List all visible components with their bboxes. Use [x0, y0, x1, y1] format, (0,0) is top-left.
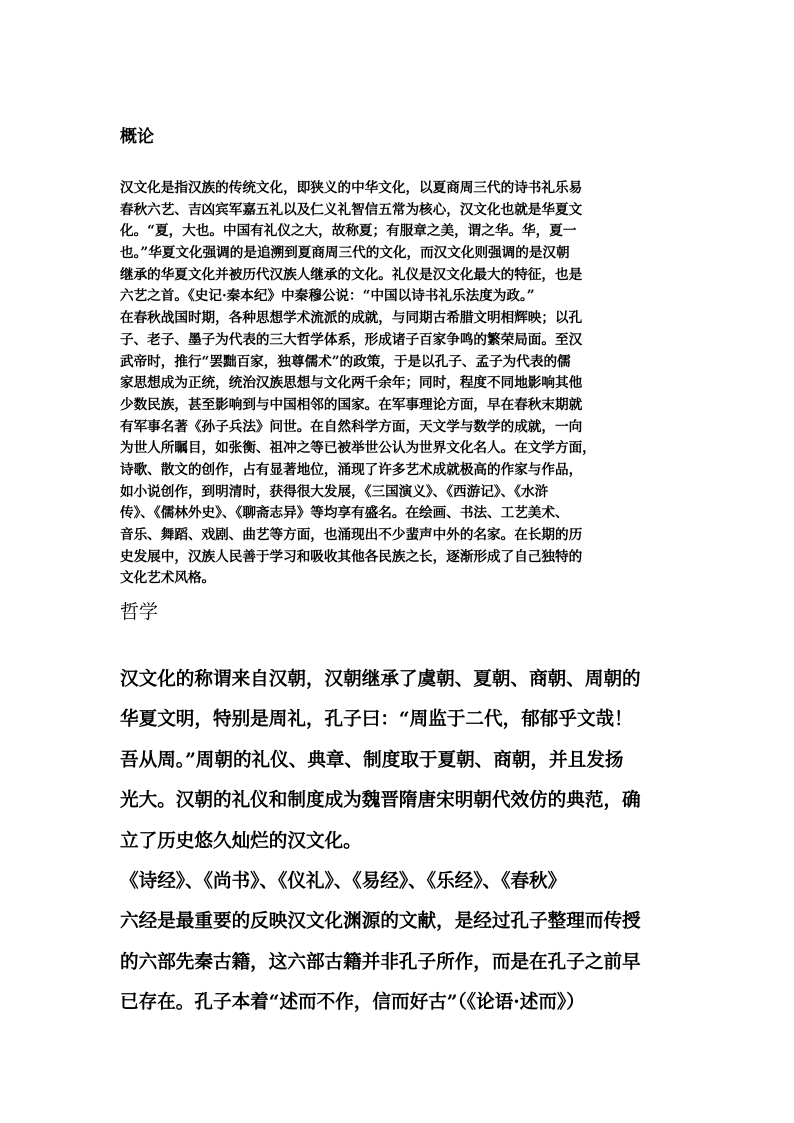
- paragraph-line: 在春秋战国时期，各种思想学术流派的成就，与同期古希腊文明相辉映；以孔: [120, 310, 583, 327]
- paragraph-line: 如小说创作，到明清时，获得很大发展，《三国演义》、《西游记》、《水浒: [120, 483, 549, 500]
- paragraph-line: 吾从周。”周朝的礼仪、典章、制度取于夏朝、商朝，并且发扬: [120, 749, 624, 771]
- paragraph-line: 家思想成为正统，统治汉族思想与文化两千余年；同时，程度不同地影响其他: [120, 375, 583, 392]
- paragraph-line: 武帝时，推行“罢黜百家，独尊儒术”的政策，于是以孔子、孟子为代表的儒: [120, 353, 571, 370]
- paragraph-line: 光大。汉朝的礼仪和制度成为魏晋隋唐宋明朝代效仿的典范，确: [120, 790, 641, 812]
- paragraph-line: 史发展中，汉族人民善于学习和吸收其他各民族之长，逐渐形成了自己独特的: [120, 548, 583, 565]
- section-heading-overview: 概论: [120, 127, 154, 147]
- paragraph-line: 文化艺术风格。: [120, 570, 216, 587]
- philosophy-paragraph: [120, 660, 680, 1024]
- paragraph-line: 《诗经》、《尚书》、《仪礼》、《易经》、《乐经》、《春秋》: [120, 870, 567, 892]
- paragraph-line: 传》、《儒林外史》、《聊斋志异》等均享有盛名。在绘画、书法、工艺美术、: [120, 505, 569, 522]
- paragraph-line: 汉文化是指汉族的传统文化，即狭义的中华文化，以夏商周三代的诗书礼乐易: [120, 180, 583, 196]
- paragraph-line: 化。“夏，大也。中国有礼仪之大，故称夏；有服章之美，谓之华。华，夏一: [120, 223, 577, 240]
- paragraph-line: 少数民族，甚至影响到与中国相邻的国家。在军事理论方面，早在春秋末期就: [120, 396, 583, 413]
- paragraph-line: 汉文化的称谓来自汉朝，汉朝继承了虞朝、夏朝、商朝、周朝的: [120, 669, 641, 690]
- paragraph-line: 六艺之首。《史记·秦本纪》中秦穆公说：“中国以诗书礼乐法度为政。”: [120, 288, 535, 305]
- paragraph-line: 也。”华夏文化强调的是追溯到夏商周三代的文化，而汉文化则强调的是汉朝: [120, 245, 570, 262]
- paragraph-line: 诗歌、散文的创作，占有显著地位，涌现了许多艺术成就极高的作家与作品，: [120, 461, 583, 478]
- paragraph-line: 六经是最重要的反映汉文化渊源的文献，是经过孔子整理而传授: [120, 911, 641, 933]
- overview-paragraph: [120, 178, 680, 590]
- paragraph-line: 已存在。孔子本着“述而不作，信而好古”（《论语·述而》）: [120, 992, 585, 1014]
- paragraph-line: 继承的华夏文化并被历代汉族人继承的文化。礼仪是汉文化最大的特征，也是: [120, 266, 583, 283]
- paragraph-line: 春秋六艺、吉凶宾军嘉五礼以及仁义礼智信五常为核心，汉文化也就是华夏文: [120, 201, 583, 218]
- paragraph-line: 为世人所瞩目，如张衡、祖冲之等已被举世公认为世界文化名人。在文学方面，: [120, 440, 596, 457]
- paragraph-line: 音乐、舞蹈、戏剧、曲艺等方面，也涌现出不少蜚声中外的名家。在长期的历: [120, 527, 583, 543]
- paragraph-line: 有军事名著《孙子兵法》问世。在自然科学方面，天文学与数学的成就，一向: [120, 418, 583, 435]
- section-heading-philosophy: 哲学: [120, 601, 159, 623]
- paragraph-line: 子、老子、墨子为代表的三大哲学体系，形成诸子百家争鸣的繁荣局面。至汉: [120, 331, 583, 348]
- paragraph-line: 立了历史悠久灿烂的汉文化。: [120, 830, 362, 852]
- paragraph-line: 的六部先秦古籍，这六部古籍并非孔子所作，而是在孔子之前早: [120, 951, 641, 973]
- paragraph-line: 华夏文明，特别是周礼，孔子曰：“周监于二代，郁郁乎文哉！: [120, 709, 633, 731]
